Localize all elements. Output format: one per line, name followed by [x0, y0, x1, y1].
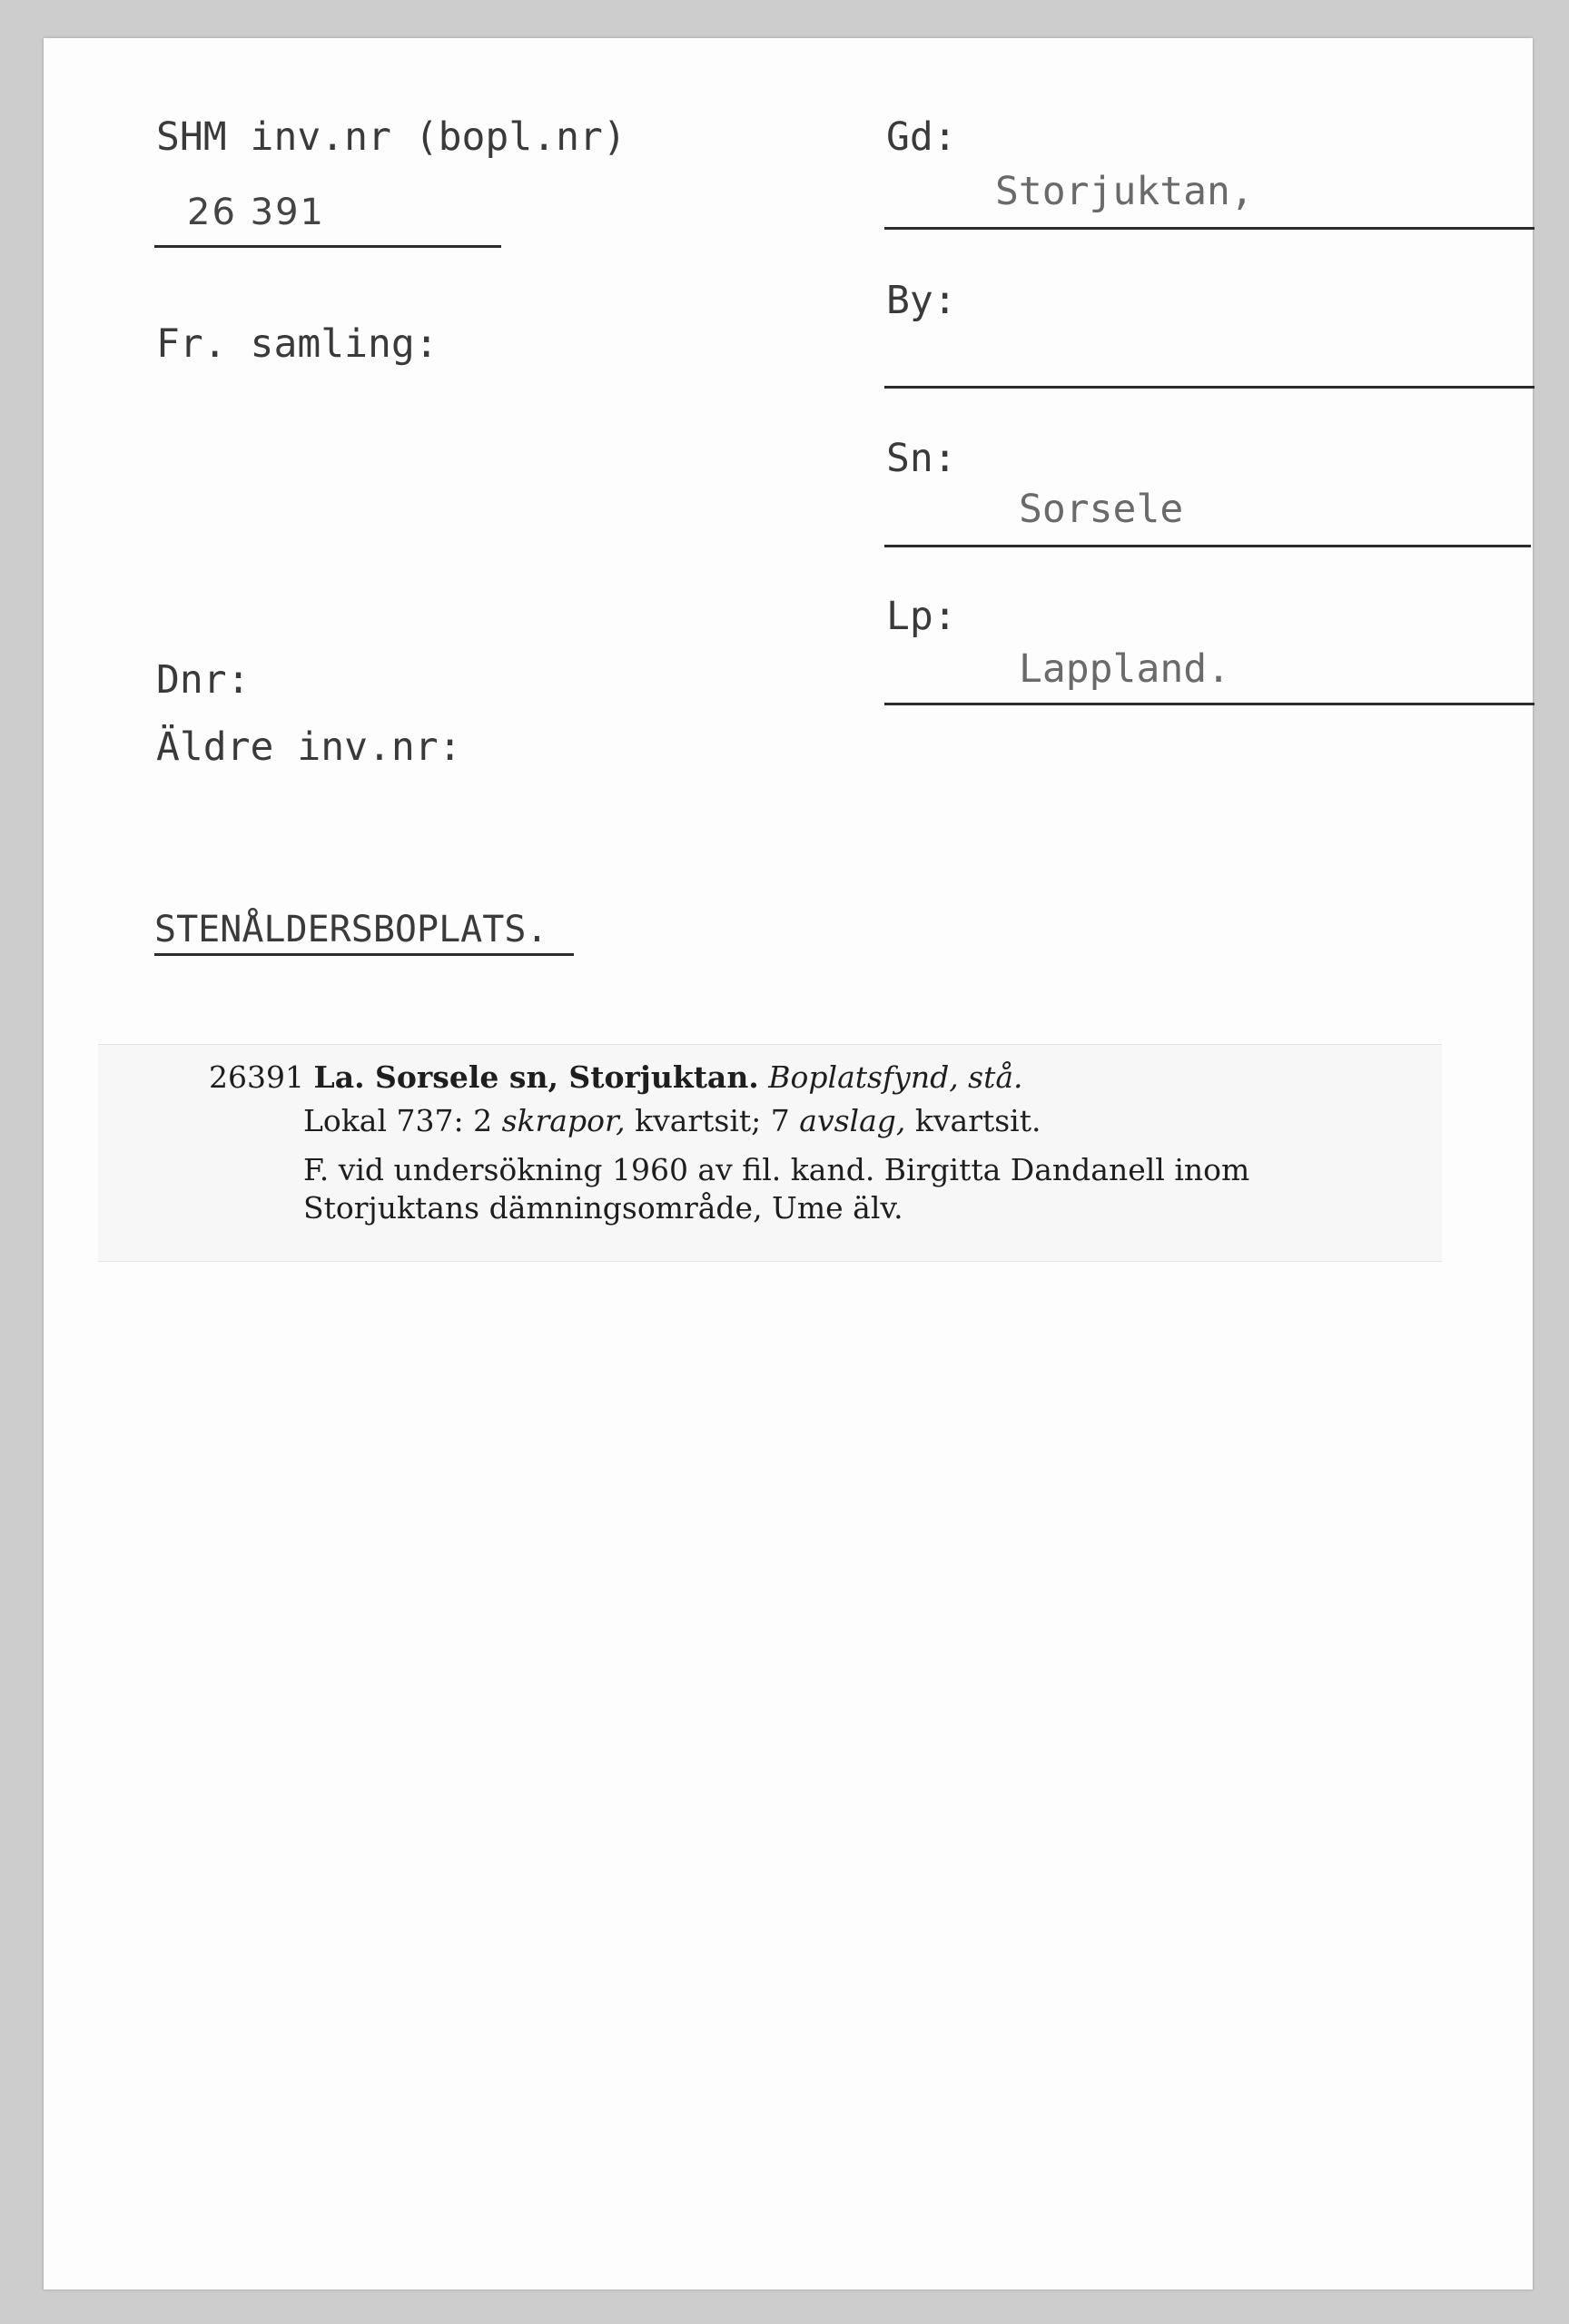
inv-nr-label: SHM inv.nr (bopl.nr): [156, 114, 627, 160]
by-label: By:: [886, 278, 957, 323]
lp-label: Lp:: [886, 594, 957, 639]
heading-underline: [154, 953, 574, 956]
slip-line-1: [209, 1059, 1023, 1095]
inv-nr-value: 26 391: [187, 192, 325, 233]
gd-underline: [884, 227, 1534, 230]
sn-label: Sn:: [886, 436, 957, 481]
sn-underline: [884, 545, 1531, 547]
gd-label: Gd:: [886, 114, 957, 160]
fr-samling-label: Fr. samling:: [156, 321, 439, 367]
lp-underline: [884, 703, 1534, 705]
lp-value: Lappland.: [1019, 646, 1230, 692]
site-type-heading: STENÅLDERSBOPLATS.: [154, 909, 548, 950]
slip-line-4: Storjuktans dämningsområde, Ume älv.: [303, 1190, 903, 1226]
slip-line-2: [303, 1103, 1041, 1138]
slip-place: La. Sorsele sn, Storjuktan.: [313, 1059, 759, 1095]
slip-line-3: F. vid undersökning 1960 av fil. kand. Birgitta Dandanell inom: [303, 1152, 1250, 1187]
dnr-label: Dnr:: [156, 657, 251, 703]
by-underline: [884, 386, 1534, 389]
slip-line-2-d: avslag,: [799, 1103, 906, 1138]
aldre-inv-nr-label: Äldre inv.nr:: [156, 724, 462, 770]
slip-line-2-b: skrapor,: [501, 1103, 626, 1138]
sn-value: Sorsele: [1019, 487, 1184, 532]
inv-nr-underline: [154, 245, 501, 248]
slip-number: 26391: [209, 1059, 304, 1095]
slip-line-2-c: kvartsit; 7: [625, 1103, 800, 1138]
slip-find-type: Boplatsfynd, stå.: [768, 1059, 1023, 1095]
slip-line-2-e: kvartsit.: [905, 1103, 1041, 1138]
slip-line-2-a: Lokal 737: 2: [303, 1103, 502, 1138]
gd-value: Storjuktan,: [995, 169, 1254, 214]
